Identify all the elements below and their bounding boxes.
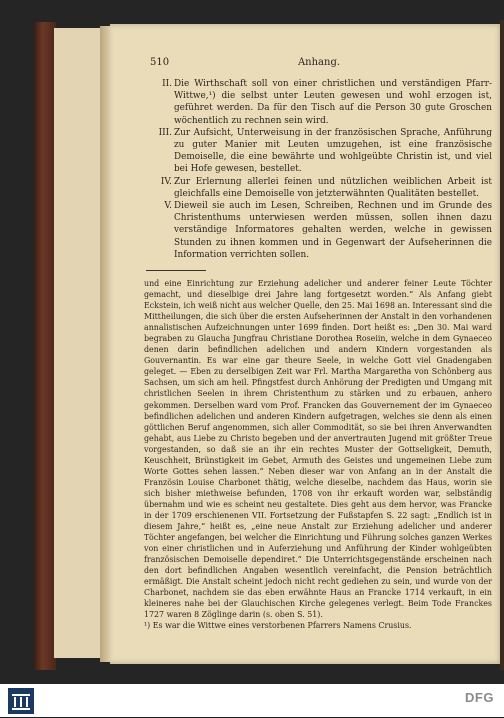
list-item-text: Die Wirthschaft soll von einer christlichen und verständigen Pfarr-Wittwe,¹) die selbst unter Leuten gewesen und wohl erzogen ist, geführet werden. Da für den Tisch auf die Person 30 gute Groschen wöchentlich zu rechnen sein wird. xyxy=(174,79,492,126)
numbered-list xyxy=(160,78,492,261)
book-cover-edge xyxy=(34,22,56,670)
list-item xyxy=(160,200,492,261)
page-number: 510 xyxy=(150,57,170,68)
list-item-number: IV. xyxy=(160,176,172,187)
footnote-1: ¹) Es war die Wittwe eines verstorbenen Pfarrers Namens Crusius. xyxy=(144,621,412,631)
running-head: Anhang. xyxy=(297,57,341,68)
dfg-logo: DFG xyxy=(465,690,494,705)
list-item-number: V. xyxy=(164,201,172,212)
list-item-text: Zur Erlernung allerlei feinen und nützlichen weiblichen Arbeit ist gleichfalls eine Demoiselle von jetzterwähnten Qualitäten bestellet. xyxy=(174,176,492,199)
page-stack xyxy=(54,28,104,658)
library-logo-icon xyxy=(8,688,34,714)
list-item xyxy=(160,176,492,200)
list-item-number: II. xyxy=(162,79,172,89)
footnotes xyxy=(144,278,492,632)
list-item xyxy=(160,78,492,127)
footnote-rule xyxy=(146,270,206,271)
list-item-text: Dieweil sie auch im Lesen, Schreiben, Rechnen und im Grunde des Christenthums unterwiesen werden müssen, sollen ihnen dazu verständige Informatores gehalten werden, welche in gewissen Stunden zu ihnen kommen und in Gegenwart der Aufseherinnen die Information verrichten sollen. xyxy=(174,201,492,260)
book-right-edge xyxy=(500,20,504,670)
footnote-continuation: und eine Einrichtung zur Erziehung adelicher und anderer feiner Leute Töchter gemacht, und dieselbige drei Jahre lang fortgesetzt worden.“ Als Anfang giebt Eckstein, ich weiß nicht aus welcher Quelle, den 25. Mai 1698 an. Interessant sind die Mittheilungen, die sich über die ersten Aufseherinnen der Anstalt in den vorhandenen annalistischen Aufzeichnungen unter 1699 finden. Dort heißt es: „Den 30. Mai ward begraben zu Glaucha Jungfrau Christiane Dorothea Roseiin, welche in dem Gynaeceo denen darin befindlichen adelichen und andern Kindern vorgestanden als Gouvernantin. Es war eine gar theure Seele, in welche Gott viel Gnadengaben geleget. — Eben zu derselbigen Zeit war Frl. Martha Margaretha von Schönberg aus Sachsen, um sich am heil. Pfingstfest durch Anhörung der Predigten und Umgang mit christlichen Seelen in ihrem Christenthum zu stärken und zu erbauen, anhero gekommen. Derselben ward vom Prof. Francken das Gouvernement der im Gynaeceo befindlichen adelichen und anderen Kindern aufgetragen, welches sie denn als einen göttlichen Beruf angenommen, sich aller Commodität, so sie bei ihren Anverwandten gehabt, aus Liebe zu Christo begeben und der anvertrauten Jugend mit größter Treue vorgestanden, so daß sie an ihr ein rechtes Muster der Gottseligkeit, Demuth, Keuschheit, Brünstigkeit im Gebet, Armuth des Geistes und ungemeinen Liebe zum Worte Gottes sehen lassen.“ Neben dieser war von Anfang an in der Anstalt die Französin Louise Charbonet thätig, welche dieselbe, nachdem das Haus, worin sie sich bisher miethweise befunden, 1708 von ihr erkauft worden war, selbständig übernahm und wie es scheint neu gestaltete. Dies geht aus dem hervor, was Francke in der 1709 erschienenen VII. Fortsetzung der Fußstapfen S. 22 sagt: „Endlich ist in diesem Jahre,“ heißt es, „eine neue Anstalt zur Erziehung adelicher und anderer Töchter angefangen, bei welcher die Einrichtung und Führung solches ganzen Werkes von einer christlichen und in Auferziehung und Anführung der Kinder wohlgeübten französischen Demoiselle dependiret.“ Die Unterrichtsgegenstände erscheinen nach den dort befindlichen Angaben wesentlich vereinfacht, die Pension beträchtlich ermäßigt. Die Anstalt scheint jedoch nicht recht gediehen zu sein, und wurde von der Charbonet, nachdem sie das eben erwähnte Haus an Francke 1714 verkauft, in ein kleineres nahe bei der Glauchischen Kirche gelegenes verlegt. Beim Tode Franckes 1727 waren 8 Zöglinge darin (s. oben S. 51). xyxy=(144,279,492,620)
list-item-number: III. xyxy=(158,127,172,138)
list-item-text: Zur Aufsicht, Unterweisung in der französischen Sprache, Anführung zu guter Manier mit Leuten umzugehen, ist eine französische Demoiselle, die eine bewährte und wohlgeübte Christin ist, und viel bei Hofe gewesen, bestellet. xyxy=(174,127,492,175)
list-item xyxy=(160,127,492,176)
viewer-bottom-bar xyxy=(0,684,504,717)
page-header xyxy=(150,57,488,71)
